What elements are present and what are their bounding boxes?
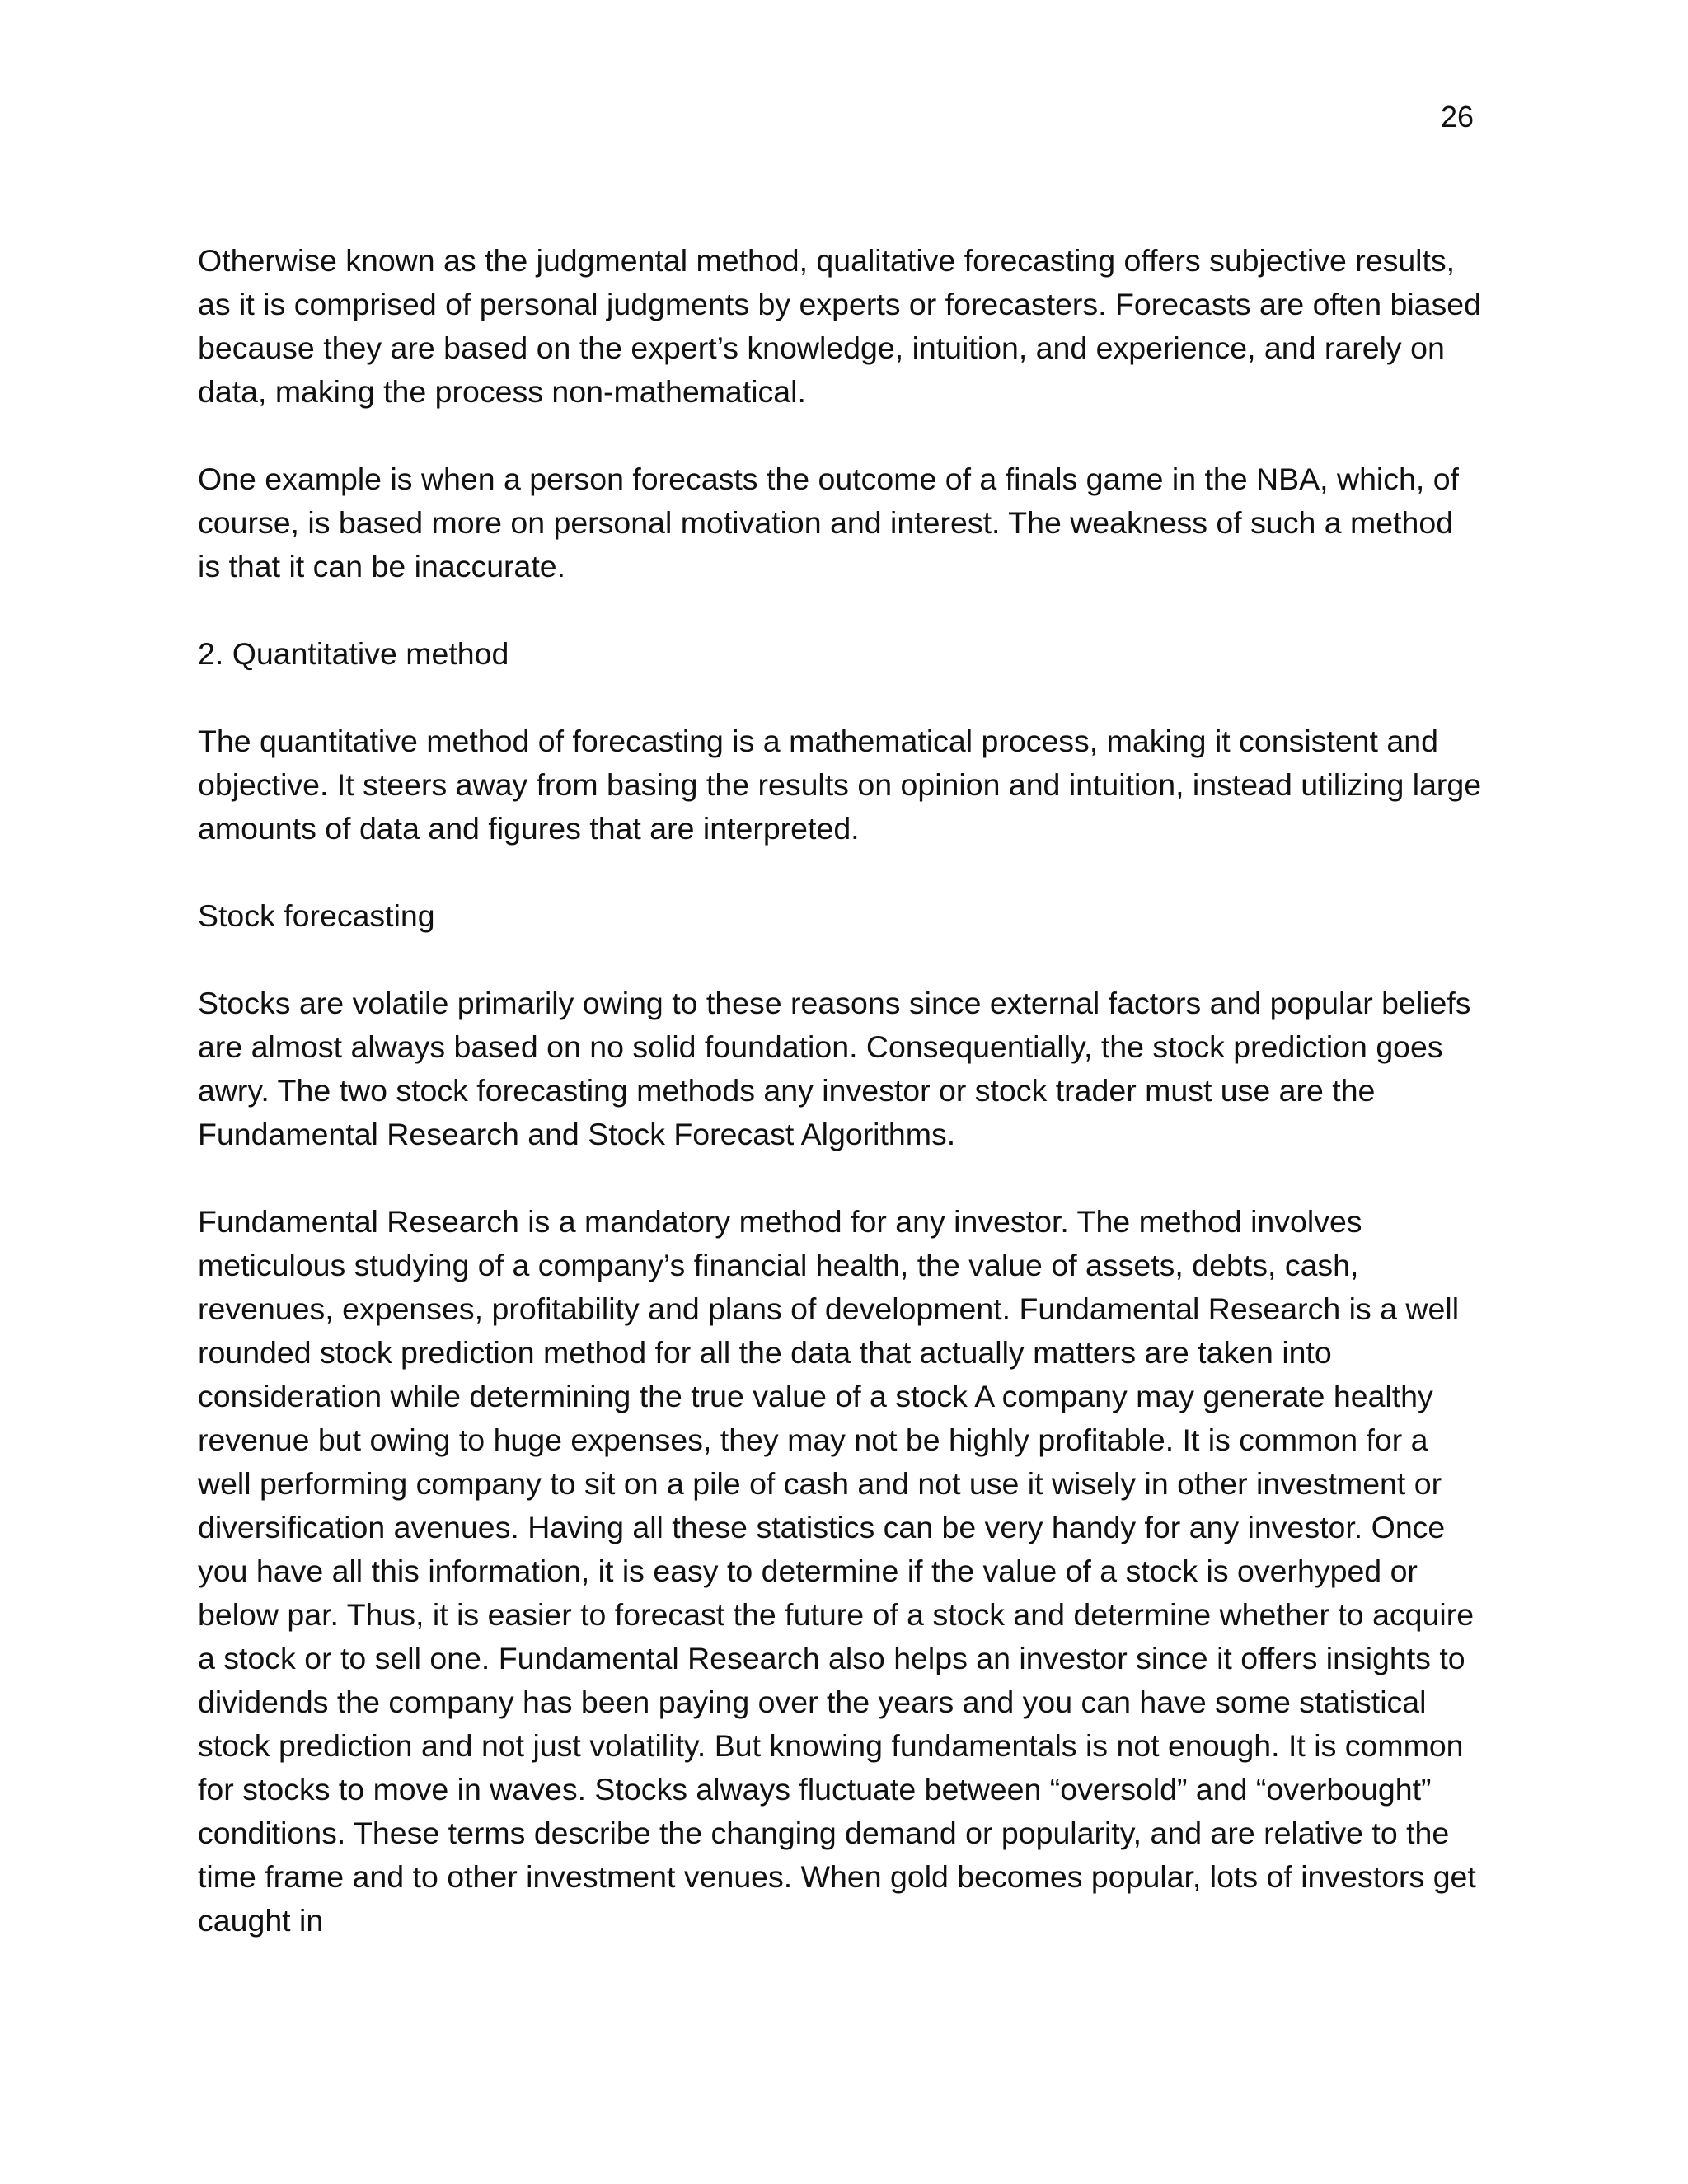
page-content: [198, 239, 1484, 1986]
paragraph-nba-example: One example is when a person forecasts the outcome of a finals game in the NBA, which, of course, is based more on personal motivation and interest. The weakness of such a method is that it can be inaccurate.: [198, 462, 1459, 583]
heading-quantitative-method: 2. Quantitative method: [198, 636, 509, 671]
heading-stock-forecasting: Stock forecasting: [198, 898, 435, 933]
page-number: 26: [1440, 100, 1474, 134]
paragraph-qualitative-description: Otherwise known as the judgmental method, qualitative forecasting offers subjective results, as it is comprised of personal judgments by experts or forecasters. Forecasts are often biased because they are based on the expert’s knowledge, intuition, and experience, and rarely on data, making the process non-mathematical.: [198, 243, 1481, 409]
paragraph-stock-volatility: Stocks are volatile primarily owing to these reasons since external factors and popular beliefs are almost always based on no solid foundation. Consequentially, the stock prediction goes awry. The two stock forecasting methods any investor or stock trader must use are the Fundamental Research and Stock Forecast Algorithms.: [198, 986, 1471, 1151]
paragraph-fundamental-research: Fundamental Research is a mandatory method for any investor. The method involves meticulous studying of a company’s financial health, the value of assets, debts, cash, revenues, expenses, profitability and plans of development. Fundamental Research is a well rounded stock prediction method for all the data that actually matters are taken into consideration while determining the true value of a stock A company may generate healthy revenue but owing to huge expenses, they may not be highly profitable. It is common for a well performing company to sit on a pile of cash and not use it wisely in other investment or diversification avenues. Having all these statistics can be very handy for any investor. Once you have all this information, it is easy to determine if the value of a stock is overhyped or below par. Thus, it is easier to forecast the future of a stock and determine whether to acquire a stock or to sell one. Fundamental Research also helps an investor since it offers insights to dividends the company has been paying over the years and you can have some statistical stock prediction and not just volatility. But knowing fundamentals is not enough. It is common for stocks to move in waves. Stocks always fluctuate between “oversold” and “overbought” conditions. These terms describe the changing demand or popularity, and are relative to the time frame and to other investment venues. When gold becomes popular, lots of investors get caught in: [198, 1204, 1476, 1938]
paragraph-quantitative-description: The quantitative method of forecasting is a mathematical process, making it consistent and objective. It steers away from basing the results on opinion and intuition, instead utilizing large amounts of data and figures that are interpreted.: [198, 724, 1482, 846]
